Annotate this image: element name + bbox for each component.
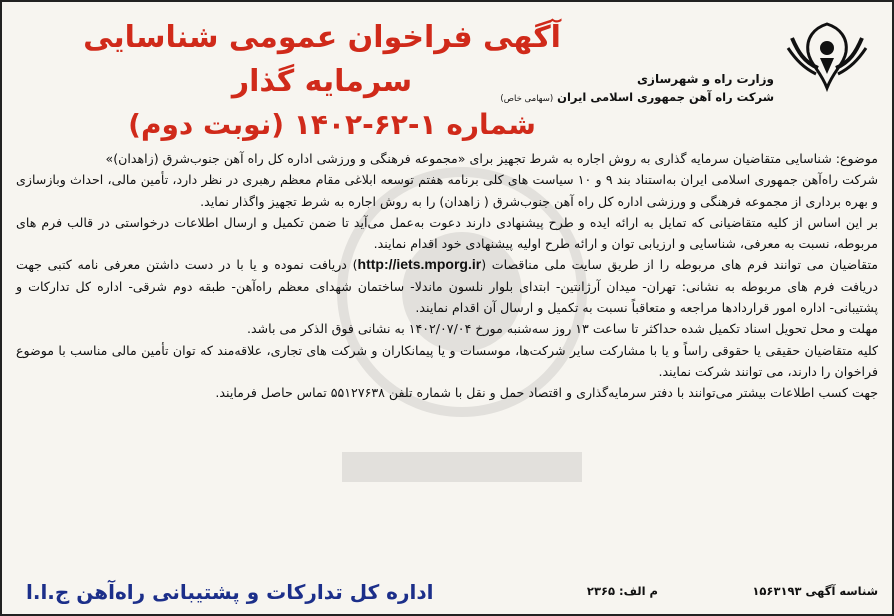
paragraph-intro: شرکت راه‌آهن جمهوری اسلامی ایران به‌استناد بند ۹ و ۱۰ سیاست های کلی برنامه هفتم توسعه ابلاغی مقام معظم رهبری در نظر دارد، تأمین مالی، احداث وبازسازی و بهره برداری از مجموعه فرهنگی و ورزشی اداره کل راه آهن جنوب‌شرق ( زاهدان) را به روش اجاره به شرط تجهیز واگذار نماید. bbox=[16, 172, 878, 209]
paragraph-forms bbox=[16, 254, 878, 318]
title-block bbox=[2, 16, 602, 146]
paragraph-eligibility: کلیه متقاضیان حقیقی یا حقوقی راساً و یا با مشارکت سایر شرکت‌ها، موسسات و یا پیمانکاران و شرکت های تجاری، علاقه‌مند که توان تأمین مالی مناسب با موضوع فراخوان را دارند، می توانند شرکت نمایند. bbox=[16, 342, 878, 379]
page-title: آگهی فراخوان عمومی شناسایی سرمایه گذار bbox=[83, 20, 561, 99]
paragraph-deadline: مهلت و محل تحویل اسناد تکمیل شده حداکثر تا ساعت ۱۳ روز سه‌شنبه مورخ ۱۴۰۲/۰۷/۰۴ به نشانی فوق الذکر می باشد. bbox=[246, 321, 878, 337]
announcement-body bbox=[16, 148, 878, 404]
ad-id: شناسه آگهی ۱۵۶۳۱۹۳ bbox=[752, 584, 878, 598]
forms-text-before: متقاضیان می توانند فرم های مربوطه را از طریق سایت ملی مناقصات ( bbox=[481, 257, 878, 273]
railway-emblem-icon bbox=[784, 18, 870, 96]
signature-department: اداره کل تدارکات و پشتیبانی راه‌آهن ج.ا.ا bbox=[26, 580, 434, 604]
m-alef-number: م الف: ۲۳۶۵ bbox=[586, 584, 658, 598]
company-note: (سهامی خاص) bbox=[500, 94, 554, 104]
footer bbox=[16, 572, 878, 604]
paragraph-invitation: بر این اساس از کلیه متقاضیانی که تمایل به ارائه ایده و طرح پیشنهادی دارند دعوت به‌عمل می‌آید تا ضمن تکمیل و ارسال اطلاعات درخواستی در قالب فرم های مربوطه، نسبت به معرفی، شناسایی و ارزیابی توان و ارائه طرح اولیه پیشنهادی خود اقدام نمایند. bbox=[16, 214, 878, 252]
header bbox=[2, 2, 892, 142]
paragraph-contact: جهت کسب اطلاعات بیشتر می‌توانند با دفتر سرمایه‌گذاری و اقتصاد حمل و نقل با شماره تلفن ۵۵۱۲۷۶۳۸ تماس حاصل فرمایند. bbox=[215, 385, 878, 401]
announcement-number: شماره ۱-۶۲-۱۴۰۲ (نوبت دوم) bbox=[128, 108, 536, 141]
paragraph-subject: موضوع: شناسایی متقاضیان سرمایه گذاری به روش اجاره به شرط تجهیز برای «مجموعه فرهنگی و ورزشی اداره کل راه آهن جنوب‌شرق (زاهدان)» bbox=[105, 151, 878, 166]
tender-site-link[interactable]: http://iets.mporg.ir bbox=[357, 256, 482, 273]
forms-text-after: ) دریافت نموده و یا با در دست داشتن معرفی نامه کتبی جهت دریافت فرم های مربوطه به نشانی: تهران- میدان آرژانتین- ابتدای بلوار نلسون ماندلا- ساختمان شهدای معظم راه‌آهن- طبقه دوم شرقی- اداره کل تدارکات و پشتیبانی- اداره امور قراردادها مراجعه و متعاقباً نسبت به تکمیل و ارسال آن اقدام نمایند. bbox=[16, 257, 878, 316]
company-name: شرکت راه آهن جمهوری اسلامی ایران bbox=[557, 90, 774, 104]
ministry-name: وزارت راه و شهرسازی bbox=[637, 72, 774, 86]
